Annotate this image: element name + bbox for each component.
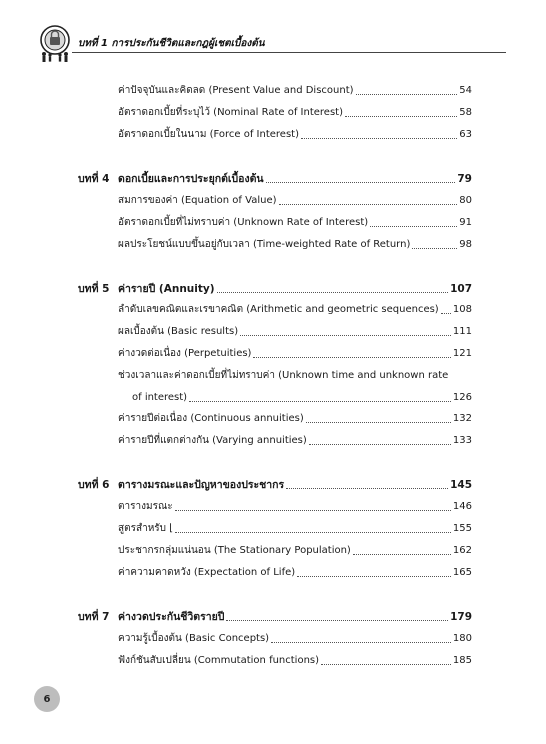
toc-entry-row[interactable] xyxy=(118,523,472,535)
toc-page-number: 145 xyxy=(450,479,472,491)
toc-dot-leader xyxy=(271,642,451,643)
toc-chapter-number: บทที่ 7 xyxy=(78,611,110,623)
toc-entry-row[interactable] xyxy=(118,370,472,382)
toc-page-number: 91 xyxy=(459,217,472,228)
toc-entry-title: ตารางมรณะ xyxy=(118,501,173,512)
toc-entry-title: ความรู้เบื้องต้น (Basic Concepts) xyxy=(118,633,270,644)
toc-dot-leader xyxy=(301,138,457,139)
toc-dot-leader xyxy=(286,488,448,489)
toc-page-number: 155 xyxy=(452,523,472,534)
toc-entry-title: อัตราดอกเบี้ยที่ไม่ทราบค่า (Unknown Rate of Interest) xyxy=(118,217,369,228)
toc-dot-leader xyxy=(266,182,456,183)
toc-entry-title: ค่างวดต่อเนื่อง (Perpetuities) xyxy=(118,348,252,359)
toc-page-number: 180 xyxy=(452,633,472,644)
toc-entry-title: ประชากรกลุ่มแน่นอน (The Stationary Population) xyxy=(118,545,351,556)
toc-dot-leader xyxy=(175,532,451,533)
toc-page-number: 121 xyxy=(452,348,472,359)
toc-entry-row[interactable] xyxy=(118,655,472,667)
toc-entry-title: ค่างวดประกันชีวิตรายปี xyxy=(118,611,225,623)
toc-dot-leader xyxy=(356,94,458,95)
toc-entry-title: สมการของค่า (Equation of Value) xyxy=(118,195,277,206)
toc-entry-title: ค่าความคาดหวัง (Expectation of Life) xyxy=(118,567,296,578)
toc-chapter-number: บทที่ 6 xyxy=(78,479,110,491)
toc-page-number: 111 xyxy=(452,326,472,337)
toc-entry-title: อัตราดอกเบี้ยในนาม (Force of Interest) xyxy=(118,129,299,140)
toc-page-number: 107 xyxy=(450,283,472,295)
toc-entry-title: ตารางมรณะและปัญหาของประชากร xyxy=(118,479,285,491)
toc-entry-row[interactable] xyxy=(118,501,472,513)
toc-dot-leader xyxy=(253,357,450,358)
toc-page-number: 132 xyxy=(452,413,472,424)
toc-dot-leader xyxy=(345,116,457,117)
toc-entry-row[interactable] xyxy=(132,392,472,404)
toc-page-number: 162 xyxy=(452,545,472,556)
toc-entry-title: ลำดับเลขคณิตและเรขาคณิต (Arithmetic and geometric sequences) xyxy=(118,304,439,315)
toc-page-number: 165 xyxy=(452,567,472,578)
toc-chapter-row[interactable] xyxy=(78,283,472,295)
toc-page-number: 146 xyxy=(452,501,472,512)
toc-entry-row[interactable] xyxy=(118,326,472,338)
toc-entry-row[interactable] xyxy=(118,545,472,557)
toc-entry-row[interactable] xyxy=(118,435,472,447)
toc-chapter-row[interactable] xyxy=(78,173,472,185)
toc-dot-leader xyxy=(297,576,451,577)
toc-dot-leader xyxy=(240,335,451,336)
toc-entry-title: ค่ารายปี (Annuity) xyxy=(118,283,215,295)
toc-entry-title: สูตรสำหรับ ⌊ xyxy=(118,523,174,534)
toc-page-number: 126 xyxy=(452,392,472,403)
toc-entry-title: ช่วงเวลาและค่าดอกเบี้ยที่ไม่ทราบค่า (Unknown time and unknown rate xyxy=(118,370,449,381)
toc-entry-row[interactable] xyxy=(118,567,472,579)
toc-page-number: 80 xyxy=(459,195,472,206)
toc-entry-title: อัตราดอกเบี้ยที่ระบุไว้ (Nominal Rate of Interest) xyxy=(118,107,343,118)
toc-entry-title: ฟังก์ชันสับเปลี่ยน (Commutation functions) xyxy=(118,655,320,666)
toc-entry-title: of interest) xyxy=(132,392,188,403)
header-divider xyxy=(72,52,506,53)
toc-dot-leader xyxy=(217,292,449,293)
toc-page-number: 179 xyxy=(450,611,472,623)
toc-entry-row[interactable] xyxy=(118,413,472,425)
toc-page-number: 58 xyxy=(459,107,472,118)
toc-dot-leader xyxy=(175,510,451,511)
header-title: บทที่ 1 การประกันชีวิตและกฎผู้เชตเบื้องต้น xyxy=(78,38,265,49)
toc-entry-row[interactable] xyxy=(118,633,472,645)
toc-entry-row[interactable] xyxy=(118,239,472,251)
toc-entry-row[interactable] xyxy=(118,129,472,141)
toc-entry-title: ผลประโยชน์แบบขึ้นอยู่กับเวลา (Time-weighted Rate of Return) xyxy=(118,239,411,250)
toc-entry-title: ค่ารายปีที่แตกต่างกัน (Varying annuities) xyxy=(118,435,307,446)
toc-chapter-number: บทที่ 5 xyxy=(78,283,110,295)
toc-page-number: 54 xyxy=(459,85,472,96)
toc-entry-title: ผลเบื้องต้น (Basic results) xyxy=(118,326,239,337)
toc-entry-row[interactable] xyxy=(118,107,472,119)
toc-dot-leader xyxy=(189,401,451,402)
toc-dot-leader xyxy=(226,620,448,621)
toc-entry-row[interactable] xyxy=(118,195,472,207)
toc-page-number: 108 xyxy=(452,304,472,315)
toc-dot-leader xyxy=(441,313,451,314)
toc-page-number: 98 xyxy=(459,239,472,250)
toc-dot-leader xyxy=(309,444,451,445)
toc-chapter-row[interactable] xyxy=(78,611,472,623)
toc-page-number: 63 xyxy=(459,129,472,140)
page-header xyxy=(0,0,546,62)
toc-chapter-row[interactable] xyxy=(78,479,472,491)
toc-entry-title: ค่ารายปีต่อเนื่อง (Continuous annuities) xyxy=(118,413,304,424)
page-number-badge: 6 xyxy=(34,686,60,712)
toc-page-number: 133 xyxy=(452,435,472,446)
toc-entry-title: ดอกเบี้ยและการประยุกต์เบื้องต้น xyxy=(118,173,264,185)
toc-entry-row[interactable] xyxy=(118,85,472,97)
insurance-family-logo-icon xyxy=(36,24,74,62)
toc-dot-leader xyxy=(321,664,451,665)
toc-dot-leader xyxy=(370,226,457,227)
toc-dot-leader xyxy=(353,554,451,555)
toc-entry-row[interactable] xyxy=(118,304,472,316)
toc-entry-row[interactable] xyxy=(118,217,472,229)
toc-dot-leader xyxy=(412,248,457,249)
toc-page-number: 185 xyxy=(452,655,472,666)
toc-entry-row[interactable] xyxy=(118,348,472,360)
toc-chapter-number: บทที่ 4 xyxy=(78,173,110,185)
toc-entry-title: ค่าปัจจุบันและคิดลด (Present Value and Discount) xyxy=(118,85,354,96)
toc-dot-leader xyxy=(279,204,458,205)
toc-dot-leader xyxy=(306,422,451,423)
toc-page-number: 79 xyxy=(457,173,472,185)
